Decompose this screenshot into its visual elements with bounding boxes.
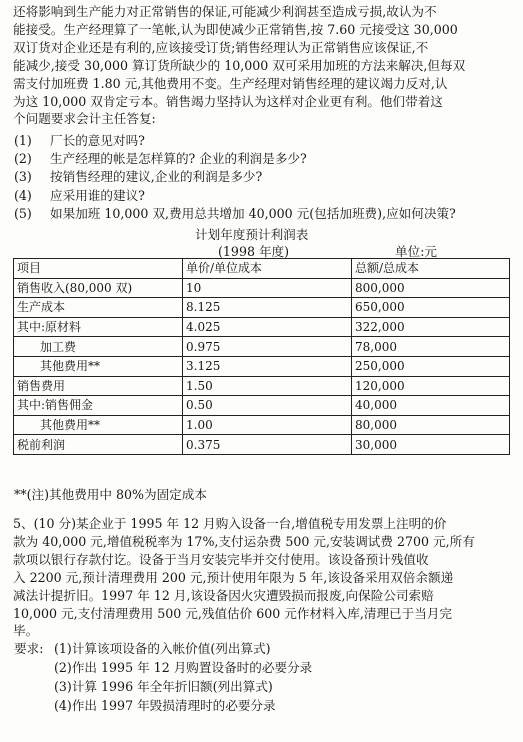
row-total: 650,000 bbox=[352, 298, 510, 318]
profit-table bbox=[13, 258, 510, 455]
question-item bbox=[14, 168, 514, 186]
question-number: (5) bbox=[14, 205, 32, 221]
question-text: 如果加班 10,000 双,费用总共增加 40,000 元(包括加班费),应如何决策? bbox=[50, 205, 456, 221]
problem5-line: 5、(10 分)某企业于 1995 年 12 月购入设备一台,增值税专用发票上注明的价 bbox=[13, 516, 447, 531]
row-unit: 0.375 bbox=[183, 435, 352, 455]
problem5-line: 毕。 bbox=[13, 623, 39, 639]
row-total: 78,000 bbox=[352, 337, 510, 357]
problem5-paragraph bbox=[13, 515, 513, 640]
row-item: 税前利润 bbox=[14, 435, 183, 455]
intro-line: 能接受。生产经理算了一笔帐,认为即使减少正常销售,按 7.60 元接受这 30,000 bbox=[13, 21, 458, 37]
row-item: 加工费 bbox=[14, 337, 183, 357]
question-item bbox=[14, 205, 514, 223]
table-row bbox=[14, 376, 510, 396]
row-item: 销售收入(80,000 双) bbox=[14, 278, 183, 298]
question-item bbox=[14, 132, 514, 150]
row-item: 销售费用 bbox=[14, 376, 183, 396]
row-total: 250,000 bbox=[352, 356, 510, 376]
problem5-line: 10,000 元,支付清理费用 500 元,残值估价 600 元作材料入库,清理已于当月完 bbox=[13, 605, 453, 621]
problem5-line: 款为 40,000 元,增值税税率为 17%,支付运杂费 500 元,安装调试费 2700 元,所有 bbox=[13, 533, 475, 549]
row-unit: 10 bbox=[183, 278, 352, 298]
row-unit: 0.975 bbox=[183, 337, 352, 357]
intro-line: 需支付加班费 1.80 元,其他费用不变。生产经理对销售经理的建议竭力反对,认 bbox=[13, 75, 448, 91]
table-row bbox=[14, 356, 510, 376]
intro-line: 个问题要求会计主任答复: bbox=[13, 111, 156, 127]
intro-paragraph bbox=[13, 3, 513, 128]
intro-line: 双订货对企业还是有利的,应该接受订货;销售经理认为正常销售应该保证,不 bbox=[13, 39, 429, 55]
problem5-line: 减法计提折旧。1997 年 12 月,该设备因火灾遭毁损而报废,向保险公司索赔 bbox=[13, 587, 434, 603]
table-title: 计划年度预计利润表 bbox=[195, 227, 309, 242]
question-text: 生产经理的帐是怎样算的? 企业的利润是多少? bbox=[50, 151, 307, 167]
row-total: 120,000 bbox=[352, 376, 510, 396]
table-row bbox=[14, 415, 510, 435]
table-row bbox=[14, 298, 510, 318]
question-item bbox=[14, 150, 514, 168]
row-unit: 4.025 bbox=[183, 317, 352, 337]
table-row bbox=[14, 337, 510, 357]
row-item: 其中:销售佣金 bbox=[14, 396, 183, 416]
table-row bbox=[14, 396, 510, 416]
column-header-item: 项目 bbox=[14, 259, 183, 279]
requirement-item: (4)作出 1997 年毁损清理时的必要分录 bbox=[54, 698, 276, 713]
question-list bbox=[14, 132, 514, 223]
question-number: (1) bbox=[14, 133, 32, 148]
row-unit: 3.125 bbox=[183, 356, 352, 376]
intro-line: 还将影响到生产能力对正常销售的保证,可能减少利润甚至造成亏损,故认为不 bbox=[13, 4, 437, 19]
question-number: (3) bbox=[14, 169, 32, 185]
requirement-item bbox=[14, 639, 514, 658]
requirement-item: (3)计算 1996 年全年折旧额(列出算式) bbox=[54, 679, 273, 694]
table-row bbox=[14, 435, 510, 455]
table-footnote: **(注)其他费用中 80%为固定成本 bbox=[14, 487, 207, 502]
problem5-line: 款项以银行存款付讫。设备于当月安装完毕并交付使用。该设备预计残值收 bbox=[13, 551, 429, 567]
row-total: 30,000 bbox=[352, 435, 510, 455]
intro-line: 能减少,接受 30,000 算订货所缺少的 10,000 双可采用加班的方法来解决,但每双 bbox=[13, 57, 466, 73]
problem5-line: 入 2200 元,预计清理费用 200 元,预计使用年限为 5 年,该设备采用双倍余额递 bbox=[13, 569, 454, 585]
row-unit: 0.50 bbox=[183, 396, 352, 416]
row-item: 其中:原材料 bbox=[14, 317, 183, 337]
row-item: 其他费用** bbox=[14, 415, 183, 435]
question-text: 按销售经理的建议,企业的利润是多少? bbox=[50, 169, 263, 185]
row-total: 40,000 bbox=[352, 396, 510, 416]
table-header-row bbox=[14, 259, 510, 279]
table-unit: 单位:元 bbox=[395, 244, 438, 259]
column-header-unit-cost: 单价/单位成本 bbox=[183, 259, 352, 279]
row-total: 800,000 bbox=[352, 278, 510, 298]
table-row bbox=[14, 278, 510, 298]
question-number: (2) bbox=[14, 151, 32, 167]
question-number: (4) bbox=[14, 187, 32, 203]
requirements-block bbox=[14, 639, 514, 715]
column-header-total-cost: 总额/总成本 bbox=[352, 259, 510, 279]
table-subtitle: (1998 年度) bbox=[218, 244, 290, 259]
question-item bbox=[14, 187, 514, 205]
row-unit: 1.00 bbox=[183, 415, 352, 435]
question-text: 厂长的意见对吗? bbox=[50, 133, 145, 148]
question-text: 应采用谁的建议? bbox=[50, 187, 145, 203]
row-item: 生产成本 bbox=[14, 298, 183, 318]
row-unit: 1.50 bbox=[183, 376, 352, 396]
row-item: 其他费用** bbox=[14, 356, 183, 376]
table-row bbox=[14, 317, 510, 337]
requirement-item: (2)作出 1995 年 12 月购置设备时的必要分录 bbox=[54, 660, 313, 675]
row-unit: 8.125 bbox=[183, 298, 352, 318]
requirement-text: (1)计算该项设备的入帐价值(列出算式) bbox=[54, 641, 271, 656]
intro-line: 为这 10,000 双肯定亏本。销售竭力坚持认为这样对企业更有利。他们带着这 bbox=[13, 93, 443, 109]
requirements-label: 要求: bbox=[14, 641, 44, 656]
row-total: 322,000 bbox=[352, 317, 510, 337]
row-total: 80,000 bbox=[352, 415, 510, 435]
